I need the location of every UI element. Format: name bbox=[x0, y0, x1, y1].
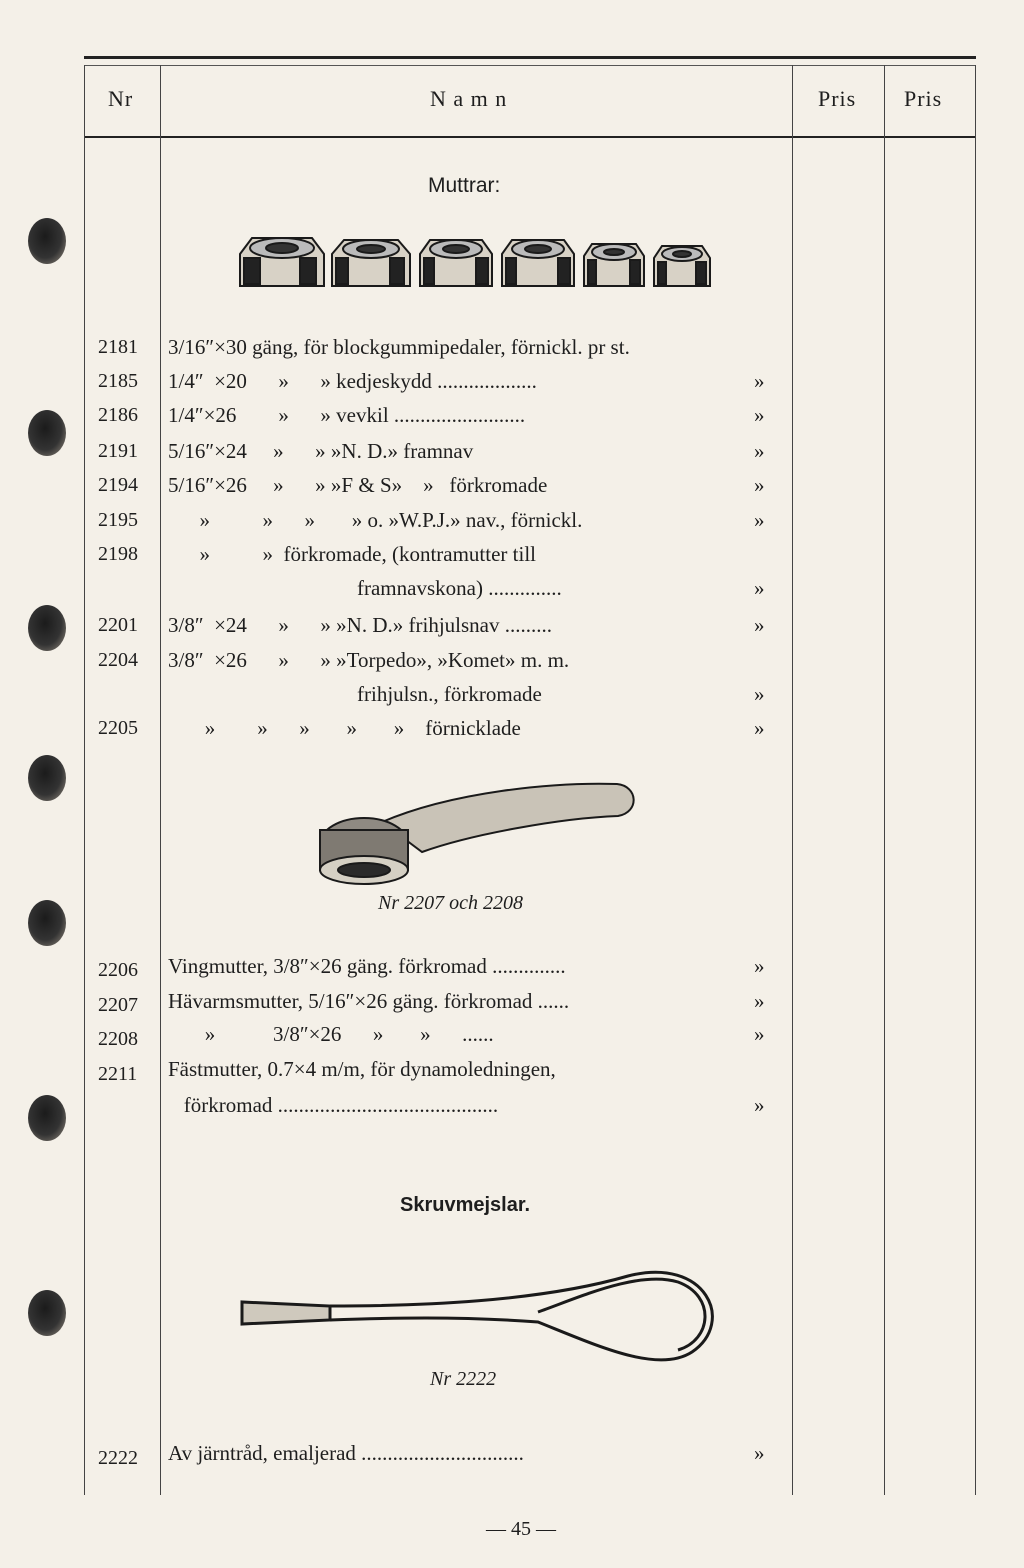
item-price: » bbox=[754, 439, 765, 463]
lever-nut-illustration bbox=[312, 772, 642, 892]
item-name: 3/8″ ×26 » » »Torpedo», »Komet» m. m. bbox=[168, 648, 570, 672]
nut-icon bbox=[420, 240, 492, 286]
header-namn: N a m n bbox=[430, 86, 508, 111]
item-name: » » » » » förnicklade bbox=[168, 716, 521, 740]
binder-hole bbox=[28, 900, 66, 946]
item-price: » bbox=[754, 682, 765, 706]
table-top-rule bbox=[84, 56, 976, 59]
item-name: 3/16″×30 gäng, för blockgummipedaler, förnickl. pr st. bbox=[168, 335, 630, 359]
item-nr: 2186 bbox=[98, 404, 138, 426]
section-title-muttrar: Muttrar: bbox=[428, 174, 501, 197]
screwdriver-illustration bbox=[238, 1262, 728, 1372]
column-divider bbox=[792, 65, 793, 1495]
item-name: Hävarmsmutter, 5/16″×26 gäng. förkromad ...... bbox=[168, 989, 570, 1013]
nut-icon bbox=[502, 240, 574, 286]
item-name-continued: framnavskona) .............. bbox=[168, 576, 562, 600]
column-divider bbox=[884, 65, 885, 1495]
table-top-rule-thin bbox=[84, 65, 976, 66]
item-name: Vingmutter, 3/8″×26 gäng. förkromad .............. bbox=[168, 954, 566, 978]
header-nr: Nr bbox=[108, 86, 134, 111]
caption-lever-nut: Nr 2207 och 2208 bbox=[378, 892, 523, 914]
item-name: Av järntråd, emaljerad ............................... bbox=[168, 1441, 524, 1465]
nut-icon bbox=[654, 246, 710, 286]
item-nr: 2207 bbox=[98, 994, 138, 1016]
item-price: » bbox=[754, 403, 765, 427]
column-divider bbox=[84, 65, 85, 1495]
item-price: » bbox=[754, 473, 765, 497]
caption-screwdriver: Nr 2222 bbox=[430, 1368, 497, 1390]
item-nr: 2222 bbox=[98, 1447, 138, 1469]
item-price: » bbox=[754, 1022, 765, 1046]
item-nr: 2211 bbox=[98, 1063, 138, 1085]
item-nr: 2194 bbox=[98, 474, 138, 496]
item-price: » bbox=[754, 1093, 765, 1117]
item-nr: 2185 bbox=[98, 370, 138, 392]
item-name: 3/8″ ×24 » » »N. D.» frihjulsnav ......... bbox=[168, 613, 552, 637]
item-price: » bbox=[754, 954, 765, 978]
nut-icon bbox=[332, 240, 410, 286]
item-price: » bbox=[754, 369, 765, 393]
binder-hole bbox=[28, 1095, 66, 1141]
binder-hole bbox=[28, 755, 66, 801]
header-bottom-rule bbox=[84, 136, 976, 138]
section-title-skruvmejslar: Skruvmejslar. bbox=[400, 1194, 531, 1216]
item-nr: 2208 bbox=[98, 1028, 138, 1050]
item-name: 1/4″ ×20 » » kedjeskydd ................... bbox=[168, 369, 537, 393]
item-name: Fästmutter, 0.7×4 m/m, för dynamoledningen, bbox=[168, 1057, 556, 1081]
item-name: » 3/8″×26 » » ...... bbox=[168, 1022, 494, 1046]
item-price: » bbox=[754, 1441, 765, 1465]
item-nr: 2205 bbox=[98, 717, 138, 739]
item-nr: 2201 bbox=[98, 614, 138, 636]
page-number: — 45 — bbox=[486, 1518, 556, 1540]
item-nr: 2198 bbox=[98, 543, 138, 565]
header-pris-1: Pris bbox=[818, 86, 857, 111]
nut-icon bbox=[240, 238, 324, 286]
item-price: » bbox=[754, 576, 765, 600]
item-name: 5/16″×24 » » »N. D.» framnav bbox=[168, 439, 474, 463]
column-divider bbox=[975, 65, 976, 1495]
item-nr: 2191 bbox=[98, 440, 138, 462]
item-name: » » förkromade, (kontramutter till bbox=[168, 542, 537, 566]
item-price: » bbox=[754, 716, 765, 740]
item-name-continued: förkromad .......................................... bbox=[168, 1093, 499, 1117]
item-nr: 2204 bbox=[98, 649, 138, 671]
item-name-continued: frihjulsn., förkromade bbox=[168, 682, 542, 706]
binder-hole bbox=[28, 1290, 66, 1336]
item-nr: 2195 bbox=[98, 509, 138, 531]
binder-hole bbox=[28, 410, 66, 456]
item-name: 5/16″×26 » » »F & S» » förkromade bbox=[168, 473, 548, 497]
column-divider bbox=[160, 65, 161, 1495]
item-name: 1/4″×26 » » vevkil ......................... bbox=[168, 403, 526, 427]
nut-icon bbox=[584, 244, 644, 286]
item-price: » bbox=[754, 613, 765, 637]
item-name: » » » » o. »W.P.J.» nav., förnickl. bbox=[168, 508, 583, 532]
item-nr: 2206 bbox=[98, 959, 138, 981]
binder-hole bbox=[28, 605, 66, 651]
binder-hole bbox=[28, 218, 66, 264]
header-pris-2: Pris bbox=[904, 86, 943, 111]
item-price: » bbox=[754, 508, 765, 532]
item-price: » bbox=[754, 989, 765, 1013]
nuts-illustration bbox=[236, 228, 726, 290]
item-nr: 2181 bbox=[98, 336, 138, 358]
